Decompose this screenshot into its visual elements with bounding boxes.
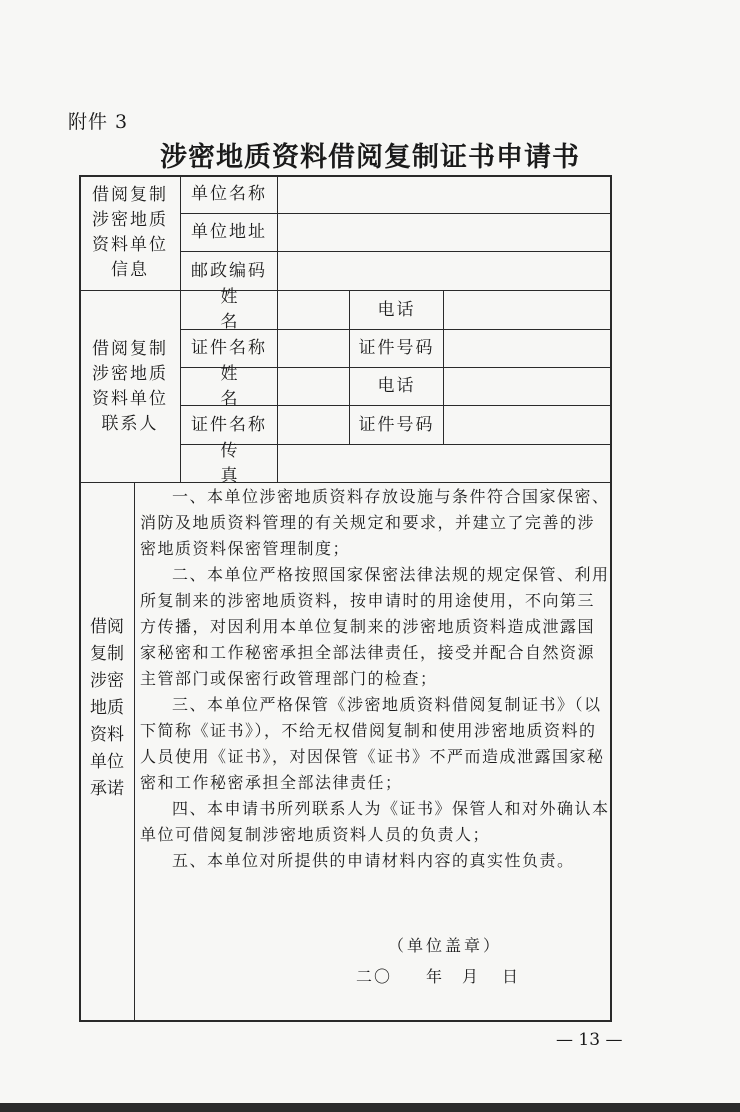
- commitment-paragraph: 三、本单位严格保管《涉密地质资料借阅复制证书》（以下简称《证书》），不给无权借阅复制和使用涉密地质资料的人员使用《证书》，对因保管《证书》不严而造成泄露国家秘密和工作秘密承担全部法律责任；: [140, 695, 605, 792]
- document-title: 涉密地质资料借阅复制证书申请书: [160, 142, 580, 173]
- section-label-line: 信息: [111, 260, 149, 280]
- section-label-line: 资料单位: [92, 235, 168, 255]
- contact-1-id-number-field[interactable]: [444, 330, 610, 367]
- column-divider: [134, 482, 135, 1021]
- attachment-label: 附件 3: [68, 111, 129, 133]
- table-border-right: [610, 175, 612, 1021]
- scan-bottom-edge: [0, 1103, 740, 1112]
- unit-address-field[interactable]: [278, 214, 610, 251]
- unit-seal-note: （单位盖章）: [388, 936, 503, 955]
- unit-name-field[interactable]: [278, 176, 610, 213]
- contacts-section-label: [80, 291, 180, 482]
- fax-field[interactable]: [278, 445, 610, 482]
- unit-info-section-label: [80, 176, 180, 290]
- section-label-line: 联系人: [101, 413, 159, 434]
- contact-2-name-field[interactable]: [278, 368, 349, 405]
- contact-2-id-type-label: 证件名称: [191, 414, 267, 435]
- contact-1-name-label: 姓名: [220, 287, 260, 332]
- section-label-line: 涉密地质: [92, 363, 168, 384]
- contact-2-phone-label: 电话: [377, 376, 416, 396]
- contact-2-id-type-field[interactable]: [278, 406, 349, 444]
- section-label-line: 借阅复制: [92, 338, 168, 359]
- date-month-label: 月: [462, 967, 479, 986]
- section-label-line: 资料单位: [92, 388, 168, 409]
- commitment-paragraph: 一、本单位涉密地质资料存放设施与条件符合国家保密、消防及地质资料管理的有关规定和要求，并建立了完善的涉密地质资料保密管理制度；: [140, 487, 610, 558]
- unit-address-label: 单位地址: [191, 222, 267, 242]
- section-label-line: 涉密: [90, 671, 124, 691]
- contact-1-id-type-label: 证件名称: [191, 338, 267, 358]
- postal-code-field[interactable]: [278, 252, 610, 290]
- page-number: — 13 —: [556, 1030, 623, 1050]
- contact-1-id-type-field[interactable]: [278, 330, 349, 367]
- commitment-paragraph: 五、本单位对所提供的申请材料内容的真实性负责。: [172, 851, 575, 870]
- commitment-paragraph: 四、本申请书所列联系人为《证书》保管人和对外确认本单位可借阅复制涉密地质资料人员的负责人；: [140, 799, 610, 844]
- unit-name-label: 单位名称: [191, 184, 267, 204]
- contact-1-phone-label: 电话: [377, 299, 416, 320]
- section-label-line: 借阅复制: [92, 185, 168, 205]
- contact-1-name-field[interactable]: [278, 291, 349, 329]
- table-border-bottom: [79, 1020, 612, 1022]
- section-label-line: 地质: [90, 698, 124, 718]
- section-label-line: 借阅: [90, 617, 124, 637]
- date-year-prefix: 二〇: [356, 967, 393, 986]
- postal-code-label: 邮政编码: [191, 260, 267, 281]
- commitment-text: [140, 484, 610, 874]
- section-label-line: 复制: [90, 644, 124, 664]
- fax-label: 传真: [220, 440, 260, 486]
- section-label-line: 单位: [90, 752, 124, 772]
- contact-2-id-number-field[interactable]: [444, 406, 610, 444]
- section-label-line: 涉密地质: [92, 210, 168, 230]
- date-year-label: 年: [426, 967, 443, 986]
- contact-2-phone-field[interactable]: [444, 368, 610, 405]
- section-label-line: 资料: [90, 725, 124, 745]
- commitment-section-label: [80, 614, 134, 803]
- date-day-label: 日: [502, 967, 519, 986]
- section-label-line: 承诺: [90, 779, 124, 799]
- section-divider: [79, 482, 612, 483]
- contact-2-id-number-label: 证件号码: [358, 414, 435, 435]
- date-line: [356, 964, 518, 987]
- contact-1-phone-field[interactable]: [444, 291, 610, 329]
- commitment-paragraph: 二、本单位严格按照国家保密法律法规的规定保管、利用所复制来的涉密地质资料，按申请时的用途使用，不向第三方传播，对因利用本单位复制来的涉密地质资料造成泄露国家秘密和工作秘密承担全部法律责任，接受并配合自然资源主管部门或保密行政管理部门的检查；: [140, 565, 610, 688]
- contact-2-name-label: 姓名: [220, 363, 260, 409]
- contact-1-id-number-label: 证件号码: [358, 338, 435, 358]
